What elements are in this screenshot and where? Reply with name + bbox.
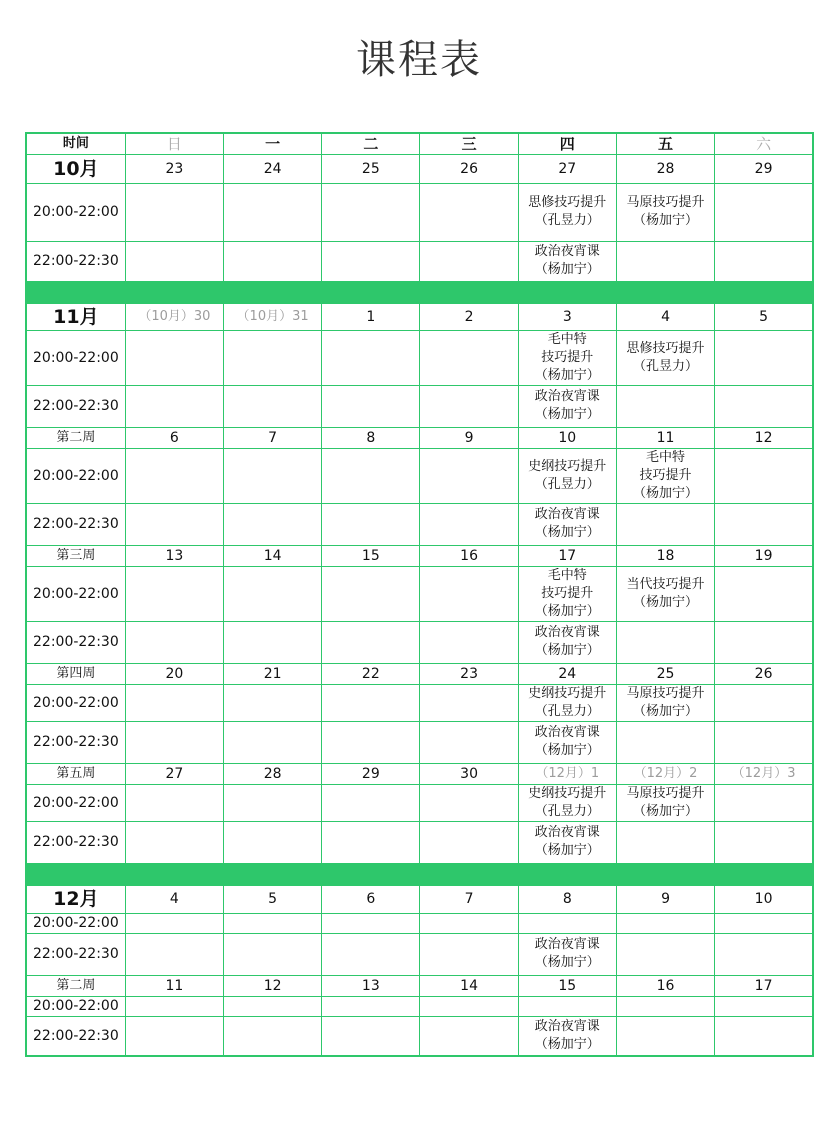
date-cell: 14 [420,975,518,996]
course-cell [420,913,518,933]
course-cell [223,684,321,721]
course-cell [223,183,321,241]
course-cell [223,933,321,975]
date-cell: 12 [223,975,321,996]
time-slot-label: 22:00-22:30 [26,503,125,545]
date-cell: 23 [420,663,518,684]
month-separator [26,281,813,303]
course-cell [616,913,714,933]
course-cell [125,913,223,933]
date-row [26,663,813,684]
course-cell: 政治夜宵课 （杨加宁） [518,821,616,863]
date-cell: 25 [616,663,714,684]
course-cell [715,503,813,545]
course-cell [125,503,223,545]
date-cell: 17 [518,545,616,566]
course-cell [223,503,321,545]
course-cell [616,996,714,1016]
week-label: 第五周 [26,763,125,784]
date-cell: 15 [322,545,420,566]
course-cell [715,621,813,663]
time-slot-row [26,996,813,1016]
course-cell [420,621,518,663]
date-row [26,427,813,448]
course-cell [125,1016,223,1056]
course-cell [322,913,420,933]
date-row [26,763,813,784]
course-cell [616,821,714,863]
date-cell: 28 [223,763,321,784]
course-cell [125,684,223,721]
time-slot-label: 20:00-22:00 [26,784,125,821]
date-cell: 3 [518,303,616,330]
date-cell: 20 [125,663,223,684]
course-cell [616,503,714,545]
course-cell [518,913,616,933]
time-slot-row [26,566,813,621]
course-cell: 马原技巧提升 （杨加宁） [616,183,714,241]
time-slot-row [26,241,813,281]
course-cell [223,1016,321,1056]
date-row [26,975,813,996]
course-cell [322,566,420,621]
time-slot-label: 20:00-22:00 [26,566,125,621]
weekday-header-row [26,133,813,154]
date-cell: 7 [420,885,518,913]
date-cell: 23 [125,154,223,183]
time-slot-row [26,621,813,663]
date-cell: 28 [616,154,714,183]
date-cell: 5 [223,885,321,913]
course-cell [420,503,518,545]
date-cell: 13 [125,545,223,566]
weekday-thu: 四 [518,133,616,154]
course-cell: 毛中特 技巧提升 （杨加宁） [518,330,616,385]
course-cell: 政治夜宵课 （杨加宁） [518,933,616,975]
course-cell [420,821,518,863]
course-cell [715,996,813,1016]
course-cell: 政治夜宵课 （杨加宁） [518,503,616,545]
course-cell: 史纲技巧提升 （孔昱力） [518,448,616,503]
course-cell [715,784,813,821]
course-cell [223,448,321,503]
course-cell [125,330,223,385]
course-cell [125,183,223,241]
course-cell [322,241,420,281]
course-cell [715,330,813,385]
course-cell [125,448,223,503]
date-cell: 19 [715,545,813,566]
time-slot-label: 22:00-22:30 [26,933,125,975]
time-slot-label: 20:00-22:00 [26,448,125,503]
time-slot-label: 20:00-22:00 [26,913,125,933]
date-cell: 25 [322,154,420,183]
course-cell [715,241,813,281]
weekday-fri: 五 [616,133,714,154]
course-cell [125,721,223,763]
course-cell [715,1016,813,1056]
month-label: 10月 [26,154,125,183]
course-cell [223,385,321,427]
month-separator-bar [26,281,813,303]
time-slot-row [26,684,813,721]
course-cell: 毛中特 技巧提升 （杨加宁） [616,448,714,503]
course-cell [125,241,223,281]
time-slot-row [26,1016,813,1056]
course-cell [715,913,813,933]
course-cell [420,330,518,385]
date-cell: 7 [223,427,321,448]
course-cell: 思修技巧提升 （孔昱力） [518,183,616,241]
time-slot-label: 20:00-22:00 [26,183,125,241]
course-cell: 思修技巧提升 （孔昱力） [616,330,714,385]
course-cell [715,385,813,427]
course-cell [616,385,714,427]
date-cell: 2 [420,303,518,330]
course-cell [223,566,321,621]
time-slot-row [26,448,813,503]
course-cell [322,183,420,241]
course-cell [322,684,420,721]
course-cell [420,721,518,763]
course-cell [223,913,321,933]
date-cell: 10 [715,885,813,913]
month-separator [26,863,813,885]
course-cell [322,330,420,385]
time-slot-row [26,721,813,763]
date-cell: （10月）31 [223,303,321,330]
time-slot-row [26,183,813,241]
date-cell: 15 [518,975,616,996]
date-cell: 4 [125,885,223,913]
date-cell: （12月）1 [518,763,616,784]
date-cell: 29 [715,154,813,183]
course-cell [223,330,321,385]
time-slot-row [26,330,813,385]
date-cell: 4 [616,303,714,330]
time-slot-label: 20:00-22:00 [26,684,125,721]
time-slot-row [26,933,813,975]
weekday-sat: 六 [715,133,813,154]
date-cell: 6 [322,885,420,913]
date-cell: 29 [322,763,420,784]
course-cell [715,684,813,721]
course-cell [616,933,714,975]
course-cell [322,996,420,1016]
date-cell: 27 [125,763,223,784]
course-cell: 政治夜宵课 （杨加宁） [518,1016,616,1056]
course-cell [125,821,223,863]
date-cell: 6 [125,427,223,448]
month-label: 11月 [26,303,125,330]
time-slot-row [26,784,813,821]
time-slot-label: 22:00-22:30 [26,621,125,663]
weekday-wed: 三 [420,133,518,154]
date-row [26,154,813,183]
date-cell: 5 [715,303,813,330]
course-cell [223,241,321,281]
course-cell [125,385,223,427]
course-cell: 政治夜宵课 （杨加宁） [518,721,616,763]
weekday-mon: 一 [223,133,321,154]
course-cell [322,784,420,821]
time-slot-label: 22:00-22:30 [26,721,125,763]
week-label: 第三周 [26,545,125,566]
date-cell: 14 [223,545,321,566]
course-cell [223,784,321,821]
date-cell: 30 [420,763,518,784]
course-cell [616,721,714,763]
date-row [26,545,813,566]
page-title: 课程表 [356,37,482,83]
weekday-sun: 日 [125,133,223,154]
month-separator-bar [26,863,813,885]
date-cell: 11 [616,427,714,448]
date-cell: 17 [715,975,813,996]
course-cell [322,821,420,863]
course-cell: 史纲技巧提升 （孔昱力） [518,784,616,821]
date-cell: （12月）2 [616,763,714,784]
time-slot-label: 22:00-22:30 [26,241,125,281]
course-cell: 马原技巧提升 （杨加宁） [616,684,714,721]
course-cell [715,566,813,621]
course-cell [420,1016,518,1056]
course-cell [223,996,321,1016]
date-cell: 8 [322,427,420,448]
date-cell: 16 [616,975,714,996]
course-cell [322,385,420,427]
course-cell [420,933,518,975]
date-cell: 12 [715,427,813,448]
date-cell: 8 [518,885,616,913]
date-cell: 18 [616,545,714,566]
time-slot-row [26,913,813,933]
course-cell [616,1016,714,1056]
time-slot-row [26,821,813,863]
course-cell [715,448,813,503]
course-cell [322,448,420,503]
week-label: 第二周 [26,975,125,996]
course-cell [715,183,813,241]
date-cell: （12月）3 [715,763,813,784]
schedule-table [25,132,814,1057]
date-cell: 9 [616,885,714,913]
date-cell: （10月）30 [125,303,223,330]
date-cell: 9 [420,427,518,448]
date-cell: 26 [715,663,813,684]
time-slot-label: 22:00-22:30 [26,1016,125,1056]
course-cell [125,566,223,621]
date-cell: 11 [125,975,223,996]
course-cell [125,933,223,975]
date-cell: 13 [322,975,420,996]
course-cell: 政治夜宵课 （杨加宁） [518,241,616,281]
course-cell [518,996,616,1016]
date-row [26,303,813,330]
course-cell [322,721,420,763]
date-cell: 27 [518,154,616,183]
course-cell [322,933,420,975]
course-cell [322,503,420,545]
course-cell [616,621,714,663]
course-cell [420,784,518,821]
course-cell [223,621,321,663]
course-cell [223,821,321,863]
course-cell: 毛中特 技巧提升 （杨加宁） [518,566,616,621]
time-slot-label: 20:00-22:00 [26,330,125,385]
course-cell: 政治夜宵课 （杨加宁） [518,621,616,663]
course-cell [420,996,518,1016]
date-cell: 16 [420,545,518,566]
course-cell [322,621,420,663]
time-slot-label: 20:00-22:00 [26,996,125,1016]
course-cell: 政治夜宵课 （杨加宁） [518,385,616,427]
date-row [26,885,813,913]
time-header: 时间 [26,133,125,154]
course-cell [420,385,518,427]
week-label: 第四周 [26,663,125,684]
weekday-tue: 二 [322,133,420,154]
date-cell: 26 [420,154,518,183]
date-cell: 22 [322,663,420,684]
course-cell [715,933,813,975]
course-cell: 马原技巧提升 （杨加宁） [616,784,714,821]
course-cell [715,721,813,763]
time-slot-row [26,503,813,545]
course-cell: 史纲技巧提升 （孔昱力） [518,684,616,721]
course-cell [420,684,518,721]
course-cell [420,566,518,621]
course-cell [420,183,518,241]
date-cell: 24 [223,154,321,183]
month-label: 12月 [26,885,125,913]
course-cell [125,621,223,663]
course-cell [125,996,223,1016]
time-slot-label: 22:00-22:30 [26,385,125,427]
time-slot-row [26,385,813,427]
date-cell: 21 [223,663,321,684]
date-cell: 10 [518,427,616,448]
course-cell [420,241,518,281]
course-cell [420,448,518,503]
date-cell: 1 [322,303,420,330]
course-cell [223,721,321,763]
time-slot-label: 22:00-22:30 [26,821,125,863]
date-cell: 24 [518,663,616,684]
week-label: 第二周 [26,427,125,448]
course-cell [322,1016,420,1056]
course-cell [616,241,714,281]
course-cell: 当代技巧提升 （杨加宁） [616,566,714,621]
course-cell [125,784,223,821]
course-cell [715,821,813,863]
